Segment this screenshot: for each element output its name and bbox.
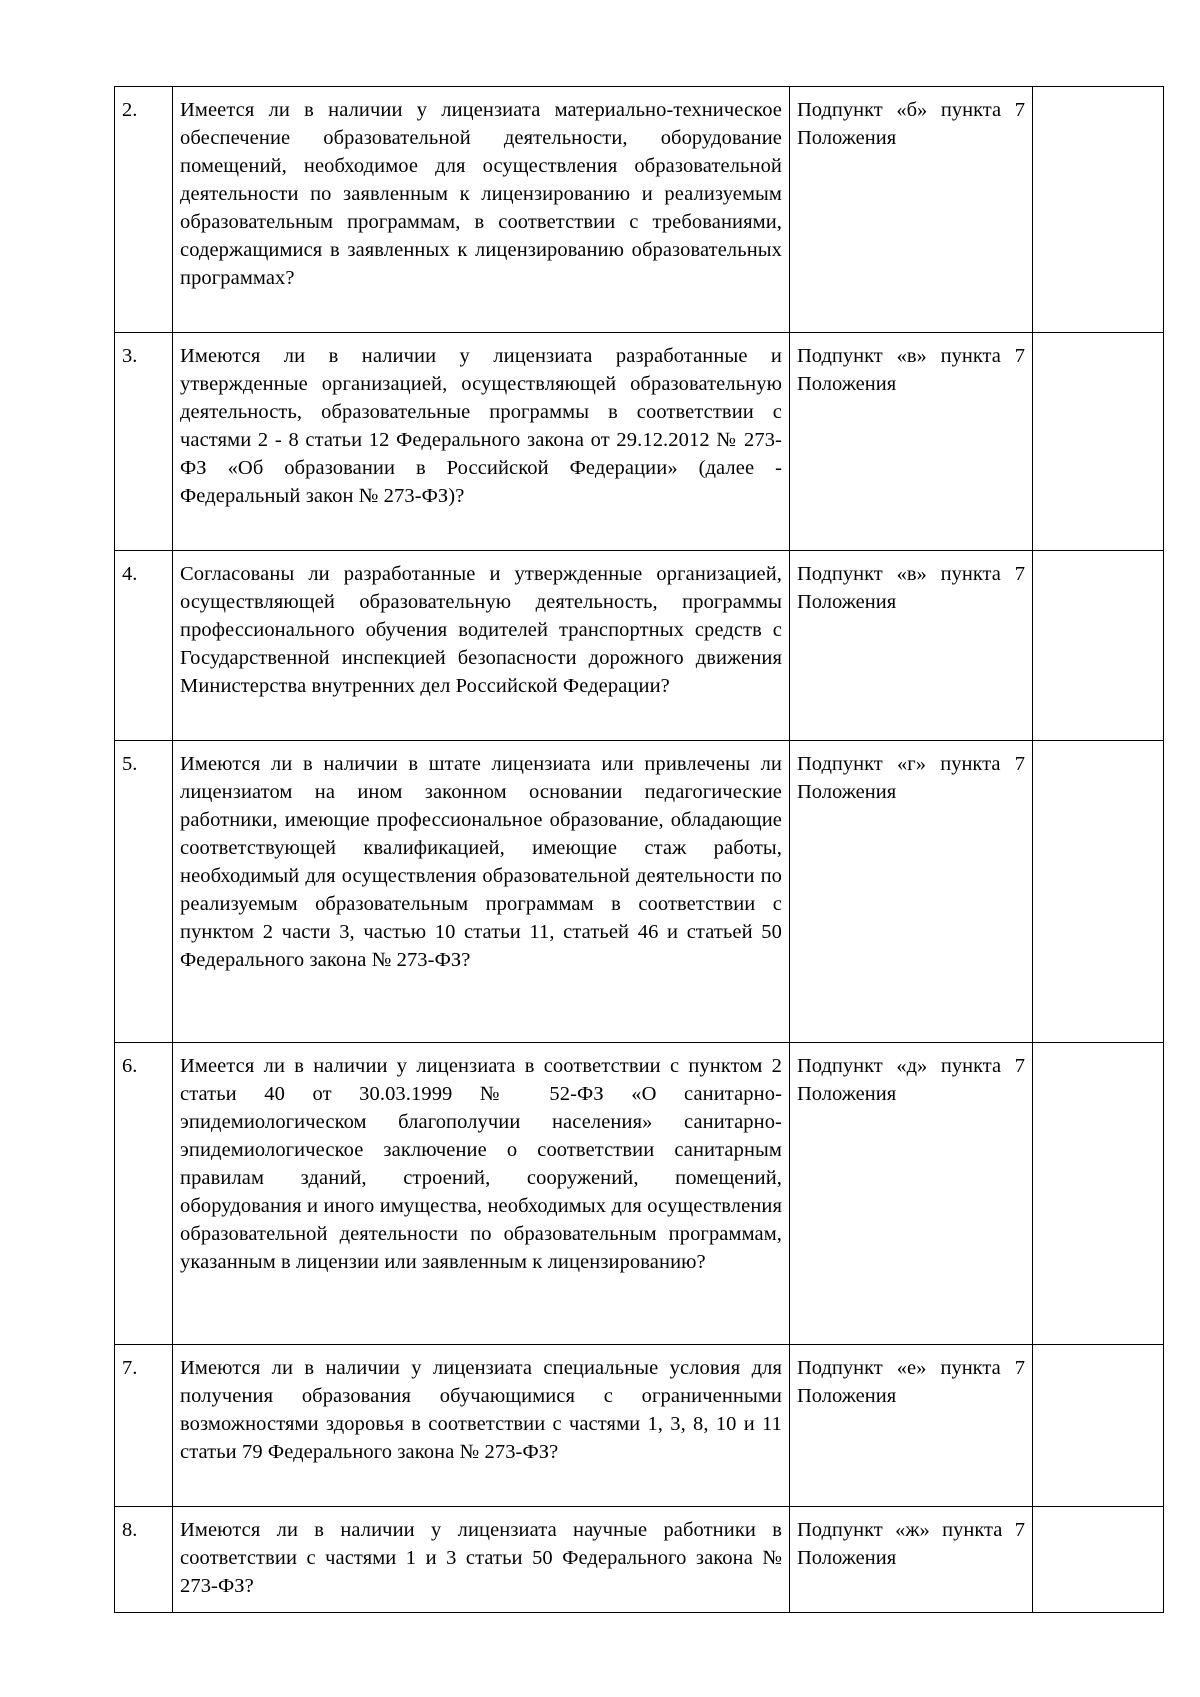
table-row [115,87,1164,333]
answer-cell[interactable] [1033,551,1164,741]
answer-cell[interactable] [1033,741,1164,1043]
row-number: 7. [115,1345,173,1507]
question-text: Имеются ли в наличии у лицензиата специальные условия для получения образования обучающимися с ограниченными возможностями здоровья в соответствии с частями 1, 3, 8, 10 и 11 статьи 79 Федерального закона № 273-ФЗ? [173,1345,790,1507]
answer-cell[interactable] [1033,1507,1164,1613]
question-text: Имеются ли в наличии у лицензиата разработанные и утвержденные организацией, осуществляющей образовательную деятельность, образовательные программы в соответствии с частями 2 - 8 статьи 12 Федерального закона от 29.12.2012 № 273-ФЗ «Об образовании в Российской Федерации» (далее - Федеральный закон № 273-ФЗ)? [173,333,790,551]
answer-cell[interactable] [1033,87,1164,333]
legal-reference: Подпункт «д» пункта 7 Положения [790,1043,1033,1345]
row-number: 6. [115,1043,173,1345]
answer-cell[interactable] [1033,1345,1164,1507]
question-text: Согласованы ли разработанные и утвержденные организацией, осуществляющей образовательную деятельность, программы профессионального обучения водителей транспортных средств с Государственной инспекцией безопасности дорожного движения Министерства внутренних дел Российской Федерации? [173,551,790,741]
checklist-table [114,86,1164,1613]
table-row [115,551,1164,741]
row-number: 3. [115,333,173,551]
question-text: Имеется ли в наличии у лицензиата материально-техническое обеспечение образовательной деятельности, оборудование помещений, необходимое для осуществления образовательной деятельности по заявленным к лицензированию и реализуемым образовательным программам, в соответствии с требованиями, содержащимися в заявленных к лицензированию образовательных программах? [173,87,790,333]
answer-cell[interactable] [1033,1043,1164,1345]
row-number: 2. [115,87,173,333]
legal-reference: Подпункт «е» пункта 7 Положения [790,1345,1033,1507]
legal-reference: Подпункт «ж» пункта 7 Положения [790,1507,1033,1613]
legal-reference: Подпункт «г» пункта 7 Положения [790,741,1033,1043]
row-number: 8. [115,1507,173,1613]
question-text: Имеются ли в наличии в штате лицензиата или привлечены ли лицензиатом на ином законном основании педагогические работники, имеющие профессиональное образование, обладающие соответствующей квалификацией, имеющие стаж работы, необходимый для осуществления образовательной деятельности по реализуемым образовательным программам в соответствии с пунктом 2 части 3, частью 10 статьи 11, статьей 46 и статьей 50 Федерального закона № 273-ФЗ? [173,741,790,1043]
table-row [115,1345,1164,1507]
table-row [115,333,1164,551]
table-row [115,1507,1164,1613]
legal-reference: Подпункт «в» пункта 7 Положения [790,551,1033,741]
table-row [115,1043,1164,1345]
question-text: Имеется ли в наличии у лицензиата в соответствии с пунктом 2 статьи 40 от 30.03.1999 № 52-ФЗ «О санитарно-эпидемиологическом благополучии населения» санитарно-эпидемиологическое заключение о соответствии санитарным правилам зданий, строений, сооружений, помещений, оборудования и иного имущества, необходимых для осуществления образовательной деятельности по образовательным программам, указанным в лицензии или заявленным к лицензированию? [173,1043,790,1345]
row-number: 4. [115,551,173,741]
table-row [115,741,1164,1043]
legal-reference: Подпункт «в» пункта 7 Положения [790,333,1033,551]
legal-reference: Подпункт «б» пункта 7 Положения [790,87,1033,333]
question-text: Имеются ли в наличии у лицензиата научные работники в соответствии с частями 1 и 3 статьи 50 Федерального закона № 273-ФЗ? [173,1507,790,1613]
answer-cell[interactable] [1033,333,1164,551]
row-number: 5. [115,741,173,1043]
